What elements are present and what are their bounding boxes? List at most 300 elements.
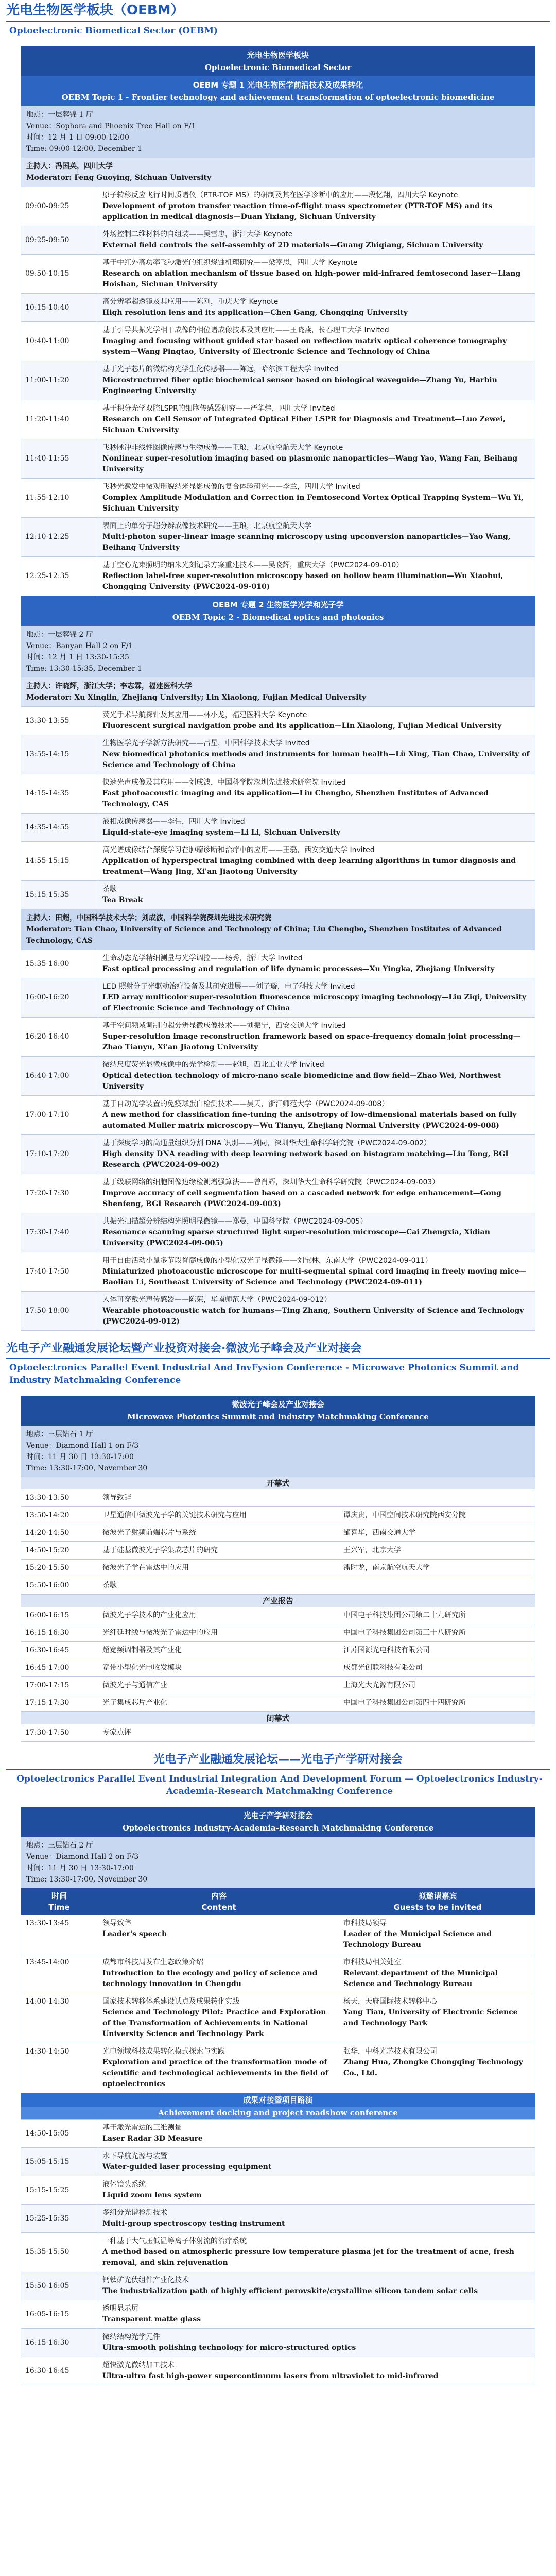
talk-cell [98, 1174, 535, 1213]
talk-title-en: Miniaturized photoacoustic microscope for multi-segmental spinal cord imaging in freely moving mice—Baolian Li, Southeast University of Science and Technology (PWC2024-09-011) [102, 1267, 527, 1286]
iarm-guest [339, 1954, 535, 1993]
talk-row [21, 294, 535, 322]
talk-cell [98, 518, 535, 557]
talk-cell [98, 1018, 535, 1057]
talk-title-zh: 液相成像传感器——李伟，四川大学 Invited [102, 818, 245, 826]
moderator [21, 677, 535, 706]
agenda-row [21, 1524, 535, 1542]
talk-title-zh: 基于积分光学双腔LSPR的细胞传感器研究——严华炜，四川大学 Invited [102, 404, 335, 413]
talk-title-zh: 生物医学光子学新方法研究——吕星，中国科学技术大学 Invited [102, 739, 310, 748]
talk-title-zh: 快速光声成像及其应用——刘成波，中国科学院深圳先进技术研究院 Invited [102, 778, 346, 787]
talk-title-en: Research on ablation mechanism of tissue based on high-power mid-infrared femtosecond laser—Liang Hoishan, Sichuan University [102, 269, 521, 289]
venue-zh: 地点：三层钻石 2 厅 [26, 1841, 93, 1850]
roadshow-row [21, 2233, 535, 2272]
agenda-speaker: 王兴军，北京大学 [343, 1546, 401, 1554]
talk-cell [98, 439, 535, 479]
roadshow-cell [98, 2233, 535, 2272]
mps-block [21, 1396, 535, 1742]
agenda-row [21, 1624, 535, 1642]
mps-band-en: Microwave Photonics Summit and Industry Matchmaking Conference [127, 1412, 429, 1421]
talk-cell [98, 774, 535, 814]
time-en: Time: 09:00-12:00, December 1 [26, 145, 143, 153]
agenda-speaker: 中国电子科技集团公司第四十四研究所 [343, 1699, 466, 1707]
talk-time: 09:25-09:50 [21, 226, 98, 255]
iarm-guest-zh: 张华，中科光芯技术有限公司 [343, 2047, 437, 2056]
talk-table [21, 706, 535, 909]
talk-row [21, 322, 535, 361]
talk-time: 15:15-15:35 [21, 881, 98, 909]
roadshow-row [21, 2329, 535, 2357]
iarm-band-en: Optoelectronics Industry-Academia-Research Matchmaking Conference [122, 1823, 434, 1833]
talk-title-zh: 基于级联网络的细胞图像边缘检测增强算法——曾肖辉，深圳华大生命科学研究院（PWC2024-09-003） [102, 1178, 440, 1187]
moderator-zh: 主持人：许晓辉，浙江大学；李志霖，福建医科大学 [26, 682, 192, 690]
talk-time: 17:20-17:30 [21, 1174, 98, 1213]
iarm-guest [339, 1993, 535, 2043]
talk-title-zh: 飞秒脉冲非线性图像传感与生物成像——王琅，北京航空航天大学 Keynote [102, 444, 343, 452]
talk-time: 17:00-17:10 [21, 1096, 98, 1135]
agenda-time: 14:50-15:20 [25, 1546, 70, 1554]
agenda-time: 16:30-16:45 [25, 1646, 70, 1654]
talk-cell [98, 187, 535, 226]
roadshow-time: 15:50-16:05 [21, 2272, 98, 2300]
time-en: Time: 13:30-15:35, December 1 [26, 665, 143, 673]
roadshow-title-en: Water-guided laser processing equipment [102, 2163, 272, 2171]
header-topic: 内容 Content [201, 1891, 236, 1912]
talk-cell [98, 814, 535, 842]
agenda-time: 15:50-16:00 [25, 1581, 70, 1589]
talk-row [21, 735, 535, 774]
roadshow-cell [98, 2272, 535, 2300]
roadshow-cell [98, 2148, 535, 2176]
roadshow-title-zh: 超快激光微纳加工技术 [102, 2361, 175, 2369]
iarm-guest [339, 2043, 535, 2093]
roadshow-time: 15:35-15:50 [21, 2233, 98, 2272]
section-rule [6, 1769, 550, 1770]
talk-row [21, 707, 535, 735]
talk-cell [98, 479, 535, 518]
agenda-time: 17:15-17:30 [25, 1699, 70, 1707]
header-guest: 拟邀请嘉宾 Guests to be invited [393, 1891, 482, 1912]
talk-title-zh: 基于自动光学装置的免疫球蛋白检测技术——吴天，浙江师范大学（PWC2024-09-008） [102, 1100, 389, 1108]
talk-title-en: High density DNA reading with deep learning network based on histogram matching—Liu Tong, BGI Research (PWC2024-09-002) [102, 1150, 509, 1169]
talk-title-en: Optical detection technology of micro-nano scale biomedicine and flow field—Zhao Wei, Northwest University [102, 1072, 501, 1091]
agenda-speaker: 潘时龙，南京航空航天大学 [343, 1564, 430, 1572]
talk-title-zh: 生命动态光学精细测量与光学调控——杨秀，浙江大学 Invited [102, 954, 303, 962]
iarm-band-zh: 光电子产学研对接会 [243, 1811, 313, 1820]
venue-en: Venue：Diamond Hall 2 on F/3 [26, 1853, 139, 1861]
agenda-list [21, 1724, 535, 1742]
talk-cell [98, 255, 535, 294]
talk-table [21, 950, 535, 1331]
talk-time: 14:15-14:35 [21, 774, 98, 814]
talk-title-zh: 高光谱成像结合深度学习在肿瘤诊断和治疗中的应用——王磊，西安交通大学 Invited [102, 846, 375, 854]
iarm-topic [98, 2043, 339, 2093]
time-zh: 时间：11 月 30 日 13:30-17:00 [26, 1864, 134, 1872]
talk-title-zh: 微纳尺度荧光显微成像中的光学检测——赵旭，西北工业大学 Invited [102, 1061, 324, 1069]
roadshow-title-zh: 微纳结构光学元件 [102, 2333, 160, 2341]
iarm-topic-en: Exploration and practice of the transformation mode of scientific and technological achievements in the field of optoelectronics [102, 2058, 328, 2088]
time-zh: 时间：11 月 30 日 13:30-17:00 [26, 1453, 134, 1461]
talk-cell [98, 978, 535, 1018]
talk-cell [98, 1213, 535, 1252]
agenda-topic: 茶歇 [102, 1581, 117, 1589]
venue-zh: 地点：三层钻石 1 厅 [26, 1430, 93, 1438]
agenda-time: 13:50-14:20 [25, 1511, 70, 1519]
section-header-iarm [0, 1751, 556, 1798]
agenda-time: 17:00-17:15 [25, 1681, 70, 1689]
talk-time: 17:50-18:00 [21, 1292, 98, 1331]
iarm-topic-zh: 光电领域科技成果转化模式探索与实践 [102, 2047, 225, 2056]
talk-cell [98, 1057, 535, 1096]
mps-band-zh: 微波光子峰会及产业对接会 [231, 1400, 324, 1409]
iarm-guest-zh: 市科技局领导 [343, 1919, 387, 1927]
agenda-row [21, 1577, 535, 1595]
roadshow-band: 成果对接暨项目路演 [21, 2093, 535, 2107]
roadshow-time: 16:05-16:15 [21, 2300, 98, 2329]
talk-row [21, 1174, 535, 1213]
talk-title-en: Fast optical processing and regulation of life dynamic processes—Xu Yingka, Zhejiang University [102, 965, 495, 973]
talk-time: 10:40-11:00 [21, 322, 98, 361]
talk-row [21, 1213, 535, 1252]
talk-row [21, 1292, 535, 1331]
agenda-row [21, 1677, 535, 1694]
iarm-topic-zh: 成都市科技局发布生态政策介绍 [102, 1958, 203, 1967]
iarm-time: 14:30-14:50 [25, 2047, 70, 2056]
roadshow-cell [98, 2120, 535, 2148]
talk-time: 16:20-16:40 [21, 1018, 98, 1057]
talk-title-zh: 共振光扫描超分辨结构光照明显微镜——郑曼，中国科学院（PWC2024-09-005） [102, 1217, 368, 1226]
moderator [21, 158, 535, 187]
roadshow-cell [98, 2300, 535, 2329]
talk-title-zh: 荧光手术导航探针及其应用——林小龙，福建医科大学 Keynote [102, 711, 307, 719]
talk-row [21, 400, 535, 439]
talk-cell [98, 842, 535, 881]
iarm-topic [98, 1993, 339, 2043]
agenda-speaker: 中国电子科技集团公司第三十八研究所 [343, 1629, 466, 1637]
agenda-topic: 基于硅基微波光子学集成芯片的研究 [102, 1546, 218, 1554]
roadshow-title-en: The industrialization path of highly efficient perovskite/crystalline silicon tandem solar cells [102, 2287, 478, 2295]
table-header [21, 1888, 535, 1915]
iarm-topic-zh: 领导致辞 [102, 1919, 131, 1927]
moderator-en: Moderator: Tian Chao, University of Science and Technology of China; Liu Chengbo, Shenzhen Institutes of Advanced Technology, CAS [26, 925, 502, 945]
talk-title-en: Tea Break [102, 896, 143, 904]
iarm-topic [98, 1915, 339, 1954]
iarm-topic-en: Science and Technology Pilot: Practice and Exploration of the Transformation of Achievements in National University Science and Technology Park [102, 2008, 326, 2038]
talk-title-en: External field controls the self-assembly of 2D materials—Guang Zhiqiang, Sichuan University [102, 241, 483, 249]
agenda-time: 16:45-17:00 [25, 1664, 70, 1672]
iarm-guest-en: Zhang Hua, Zhongke Chongqing Technology Co., Ltd. [343, 2058, 523, 2077]
roadshow-time: 16:15-16:30 [21, 2329, 98, 2357]
agenda-topic: 专家点评 [102, 1728, 131, 1737]
section-title-zh: 光电生物医学板块（OEBM） [6, 3, 184, 18]
talk-title-zh: 基于深度学习的高通量组织分割 DNA 识别——刘同，深圳华大生命科学研究院（PWC2024-09-002） [102, 1139, 431, 1147]
talk-row [21, 842, 535, 881]
section-title-zh: 光电子产业融通发展论坛——光电子产学研对接会 [153, 1753, 403, 1766]
topic-band [21, 76, 535, 106]
talk-cell [98, 707, 535, 735]
moderator-zh: 主持人：冯国英，四川大学 [26, 162, 113, 171]
roadshow-title-zh: 多组分光谱检测技术 [102, 2209, 167, 2217]
talk-title-zh: 茶歇 [102, 885, 117, 893]
talk-cell [98, 557, 535, 596]
talk-title-en: LED array multicolor super-resolution fluorescence microscopy imaging technology—Liu Ziqi, University of Electronic Science and Technology of China [102, 993, 526, 1012]
iarm-time: 13:45-14:00 [25, 1958, 70, 1967]
roadshow-row [21, 2148, 535, 2176]
talk-time: 16:00-16:20 [21, 978, 98, 1018]
session-info [21, 1837, 535, 1888]
talk-title-en: Research on Cell Sensor of Integrated Optical Fiber LSPR for Diagnosis and Treatment—Luo Zewei, Sichuan University [102, 415, 506, 434]
roadshow-row [21, 2205, 535, 2233]
iarm-row [21, 1993, 535, 2043]
talk-row [21, 361, 535, 400]
iarm-time: 14:00-14:30 [25, 1997, 70, 2006]
iarm-row [21, 2043, 535, 2093]
agenda-row [21, 1560, 535, 1577]
talk-time: 13:55-14:15 [21, 735, 98, 774]
agenda-speaker: 江苏国源光电科技有限公司 [343, 1646, 430, 1654]
roadshow-title-zh: 基于激光雷达的三维测量 [102, 2124, 182, 2132]
agenda-topic: 微波光子与通信产业 [102, 1681, 167, 1689]
roadshow-title-zh: 一种基于大气压低温等离子体射流的治疗系统 [102, 2237, 247, 2245]
agenda-speaker: 邹喜华，西南交通大学 [343, 1529, 415, 1537]
talk-cell [98, 1292, 535, 1331]
talk-time: 12:25-12:35 [21, 557, 98, 596]
agenda-speaker: 谭庆贵，中国空间技术研究院西安分院 [343, 1511, 466, 1519]
sector-band-zh: 光电生物医学板块 [247, 50, 309, 60]
session-info [21, 106, 535, 158]
iarm-guest-zh: 杨天，天府国际技术转移中心 [343, 1997, 437, 2006]
talk-title-en: Imaging and focusing without guided star based on reflection matrix optical coherence tomography system—Wang Pingtao, University of Electronic Science and Technology of China [102, 337, 507, 356]
agenda-topic: 微波光子射频前端芯片与系统 [102, 1529, 196, 1537]
agenda-row [21, 1489, 535, 1507]
talk-row [21, 1135, 535, 1174]
roadshow-time: 14:50-15:05 [21, 2120, 98, 2148]
roadshow-time: 16:30-16:45 [21, 2357, 98, 2385]
agenda-speaker: 成都光创联科技有限公司 [343, 1664, 423, 1672]
iarm-band [21, 1807, 535, 1837]
agenda-time: 16:00-16:15 [25, 1611, 70, 1619]
talk-title-zh: 表面上的单分子超分辨成像技术研究——王琅，北京航空航天大学 [102, 522, 311, 530]
talk-time: 14:35-14:55 [21, 814, 98, 842]
venue-en: Venue：Banyan Hall 2 on F/1 [26, 642, 133, 650]
header-time: 时间 Time [48, 1891, 70, 1912]
talk-title-en: Improve accuracy of cell segmentation based on a cascaded network for edge enhancement—Gong Shenfeng, BGI Research (PWC2024-09-003) [102, 1189, 501, 1208]
moderator-zh: 主持人：田超，中国科学技术大学；刘成波，中国科学院深圳先进技术研究院 [26, 914, 271, 922]
agenda-row [21, 1659, 535, 1677]
roadshow-title-en: Liquid zoom lens system [102, 2191, 202, 2199]
agenda-time: 13:30-13:50 [25, 1494, 70, 1502]
moderator [21, 909, 535, 950]
talk-title-en: New biomedical photonics methods and instruments for human health—Lü Xing, Tian Chao, University of Science and Technology of China [102, 750, 530, 769]
part-label: 闭幕式 [21, 1712, 535, 1724]
mps-band [21, 1396, 535, 1426]
roadshow-cell [98, 2205, 535, 2233]
talk-title-zh: 基于空心光束照明的纳米光刻记录方案重建技术——吴晓辉，重庆大学（PWC2024-09-010） [102, 561, 404, 569]
iarm-guest-en: Relevant department of the Municipal Science and Technology Bureau [343, 1969, 498, 1988]
agenda-speaker [339, 1489, 535, 1506]
talk-cell [98, 400, 535, 439]
roadshow-title-zh: 液体镜头系统 [102, 2180, 146, 2189]
iarm-guest-en: Leader of the Municipal Science and Technology Bureau [343, 1930, 492, 1949]
venue-zh: 地点：一层蓉锦 1 厅 [26, 111, 93, 119]
talk-title-zh: 外场控制二维材料的自组装——吴雪忠，浙江大学 Keynote [102, 230, 293, 239]
topic-band-en: OEBM Topic 1 - Frontier technology and achievement transformation of optoelectronic biomedicine [61, 93, 495, 102]
talk-title-en: Development of proton transfer reaction time-of-flight mass spectrometer (PTR-TOF MS) and its application in medical diagnosis—Duan Yixiang, Sichuan University [102, 202, 493, 221]
talk-cell [98, 881, 535, 909]
talk-row [21, 187, 535, 226]
section-header-mps [0, 1340, 556, 1386]
section-rule [6, 21, 550, 22]
talk-title-zh: 飞秒光激发中微观形貌纳米显影成像的复合体验研究——李兰，四川大学 Invited [102, 483, 360, 491]
roadshow-title-en: A method based on atmospheric pressure low temperature plasma jet for the treatment of acne, fresh removal, and skin rejuvenation [102, 2248, 514, 2267]
roadshow-row [21, 2176, 535, 2205]
part-label: 开幕式 [21, 1477, 535, 1489]
agenda-topic: 卫星通信中微波光子学的关键技术研究与应用 [102, 1511, 247, 1519]
talk-title-en: Multi-photon super-linear image scanning microscopy using upconversion nanoparticles—Yao Wang, Beihang University [102, 533, 511, 552]
agenda-row [21, 1607, 535, 1624]
talk-time: 11:00-11:20 [21, 361, 98, 400]
talk-time: 14:55-15:15 [21, 842, 98, 881]
talk-title-en: A new method for classification fine-tuning the anisotropy of low-dimensional materials based on fully automated Muller matrix microscopy—Wu Tianyu, Zhejiang Normal University (PWC2024-09-008) [102, 1111, 517, 1130]
talk-row [21, 950, 535, 978]
talk-row [21, 774, 535, 814]
agenda-list [21, 1607, 535, 1712]
talk-title-en: Reflection label-free super-resolution microscopy based on hollow beam illumination—Wu Xiaohui, Chongqing University (PWC2024-09-010) [102, 572, 503, 591]
talk-row [21, 1096, 535, 1135]
roadshow-title-zh: 透明显示屏 [102, 2304, 138, 2313]
roadshow-row [21, 2357, 535, 2385]
talk-time: 09:50-10:15 [21, 255, 98, 294]
agenda-time: 15:20-15:50 [25, 1564, 70, 1572]
talk-row [21, 255, 535, 294]
talk-title-zh: 用于自由活动小鼠多节段脊髓成像的小型化双光子显微镜——刘宝林，东南大学（PWC2024-09-011） [102, 1257, 432, 1265]
talk-row [21, 1057, 535, 1096]
talk-row [21, 226, 535, 255]
talk-cell [98, 1096, 535, 1135]
venue-zh: 地点：一层蓉锦 2 厅 [26, 631, 93, 639]
talk-row [21, 978, 535, 1018]
talk-cell [98, 735, 535, 774]
roadshow-cell [98, 2357, 535, 2385]
talk-title-en: Complex Amplitude Modulation and Correction in Femtosecond Vortex Optical Trapping System—Wu Yi, Sichuan University [102, 494, 524, 513]
iarm-time: 13:30-13:45 [25, 1919, 70, 1927]
agenda-row [21, 1694, 535, 1712]
agenda-topic: 光纤延时线与微波光子雷达中的应用 [102, 1629, 218, 1637]
agenda-topic: 微波光子学在雷达中的应用 [102, 1564, 189, 1572]
section-header-oebm [0, 0, 556, 37]
talk-title-zh: 基于空间频域调制的超分辨显微成像技术——刘振宁，西安交通大学 Invited [102, 1022, 346, 1030]
session-info [21, 1426, 535, 1477]
roadshow-title-en: Transparent matte glass [102, 2315, 201, 2324]
iarm-topic-en: Introduction to the ecology and policy of science and technology innovation in Chengdu [102, 1969, 318, 1988]
talk-title-zh: 原子转移反应飞行时间质谱仪（PTR-TOF MS）的研制及其在医学诊断中的应用——段忆翔，四川大学 Keynote [102, 191, 458, 199]
roadshow-time: 15:05-15:15 [21, 2148, 98, 2176]
talk-title-en: High resolution lens and its application—Chen Gang, Chongqing University [102, 309, 408, 317]
agenda-topic: 光子集成芯片产业化 [102, 1699, 167, 1707]
talk-cell [98, 226, 535, 255]
talk-row [21, 881, 535, 909]
talk-title-zh: LED 照射分子光驱动治疗设备及其研究进展——刘子璇，电子科技大学 Invited [102, 982, 355, 991]
iarm-guest-zh: 市科技局相关处室 [343, 1958, 401, 1967]
agenda-row [21, 1642, 535, 1659]
talk-row [21, 439, 535, 479]
topic-band-zh: OEBM 专题 1 光电生物医学前沿技术及成果转化 [193, 80, 363, 90]
oebm-topic1-block [21, 46, 535, 1331]
talk-time: 13:30-13:55 [21, 707, 98, 735]
talk-row [21, 557, 535, 596]
roadshow-title-en: Ultra-smooth polishing technology for micro-structured optics [102, 2344, 356, 2352]
roadshow-row [21, 2272, 535, 2300]
talk-time: 15:35-16:00 [21, 950, 98, 978]
talk-cell [98, 361, 535, 400]
time-en: Time: 13:30-17:00, November 30 [26, 1875, 148, 1884]
talk-row [21, 518, 535, 557]
roadshow-title-zh: 水下导航光源与装置 [102, 2152, 167, 2160]
time-en: Time: 13:30-17:00, November 30 [26, 1464, 148, 1472]
section-rule [6, 1358, 550, 1359]
session-info [21, 626, 535, 677]
talk-title-zh: 高分辨率超透镜及其应用——陈刚，重庆大学 Keynote [102, 298, 279, 306]
section-title-en: Optoelectronics Parallel Event Industrial Integration And Development Forum — Optoelectronics Industry-Academia-Research Matchmaking Conference [16, 1774, 543, 1797]
talk-cell [98, 1252, 535, 1292]
roadshow-time: 15:25-15:35 [21, 2205, 98, 2233]
agenda-time: 16:15-16:30 [25, 1629, 70, 1637]
talk-time: 17:10-17:20 [21, 1135, 98, 1174]
agenda-list [21, 1915, 535, 2093]
talk-title-en: Resonance scanning sparse structured light super-resolution microscope—Cai Zhengxia, Xidian University (PWC2024-09-005) [102, 1228, 490, 1247]
talk-time: 10:15-10:40 [21, 294, 98, 322]
talk-time: 11:20-11:40 [21, 400, 98, 439]
talk-title-en: Liquid-state-eye imaging system—Li Li, Sichuan University [102, 828, 341, 837]
iarm-guest [339, 1915, 535, 1954]
iarm-guest-en: Yang Tian, University of Electronic Science and Technology Park [343, 2008, 518, 2027]
moderator-en: Moderator: Feng Guoying, Sichuan University [26, 174, 212, 182]
agenda-row [21, 1724, 535, 1742]
agenda-topic: 宽带小型化光电收发模块 [102, 1664, 182, 1672]
moderator-en: Moderator: Xu Xinglin, Zhejiang University; Lin Xiaolong, Fujian Medical University [26, 693, 367, 702]
section-title-en: Optoelectronic Biomedical Sector (OEBM) [9, 26, 218, 36]
iarm-topic [98, 1954, 339, 1993]
agenda-speaker: 上海光大光源有限公司 [343, 1681, 415, 1689]
roadshow-title-en: Multi-group spectroscopy testing instrument [102, 2219, 285, 2228]
talk-time: 17:40-17:50 [21, 1252, 98, 1292]
topic-band-zh: OEBM 专题 2 生物医学光学和光子学 [212, 600, 344, 609]
talk-cell [98, 294, 535, 322]
roadshow-title-en: Laser Radar 3D Measure [102, 2134, 203, 2143]
talk-row [21, 814, 535, 842]
topic-band [21, 596, 535, 626]
talk-title-en: Application of hyperspectral imaging combined with deep learning algorithms in tumor diagnosis and treatment—Wang Jing, Xi'an Jiaotong University [102, 857, 516, 876]
talk-cell [98, 950, 535, 978]
talk-time: 12:10-12:25 [21, 518, 98, 557]
agenda-speaker [339, 1577, 535, 1594]
agenda-speaker [339, 1724, 535, 1741]
agenda-topic: 微波光子学技术的产业化应用 [102, 1611, 196, 1619]
iarm-row [21, 1954, 535, 1993]
time-zh: 时间：12 月 1 日 13:30-15:35 [26, 653, 129, 662]
talk-cell [98, 322, 535, 361]
part-label: 产业报告 [21, 1595, 535, 1607]
talk-time: 17:30-17:40 [21, 1213, 98, 1252]
iarm-topic-en: Leader's speech [102, 1930, 167, 1938]
talk-title-zh: 基于引导共振光学相干成像的相位谱成像技术及其应用——王晓燕，长春理工大学 Invited [102, 326, 389, 334]
talk-title-zh: 基于中红外高功率飞秒激光的组织烧蚀机理研究——梁寄思，四川大学 Keynote [102, 259, 358, 267]
roadshow-band-en: Achievement docking and project roadshow conference [21, 2107, 535, 2119]
talk-time: 09:00-09:25 [21, 187, 98, 226]
agenda-speaker: 中国电子科技集团公司第二十九研究所 [343, 1611, 466, 1619]
sector-band [21, 46, 535, 76]
talk-title-en: Super-resolution image reconstruction framework based on space-frequency domain joint processing—Zhao Tianyu, Xi'an Jiaotong University [102, 1032, 520, 1052]
